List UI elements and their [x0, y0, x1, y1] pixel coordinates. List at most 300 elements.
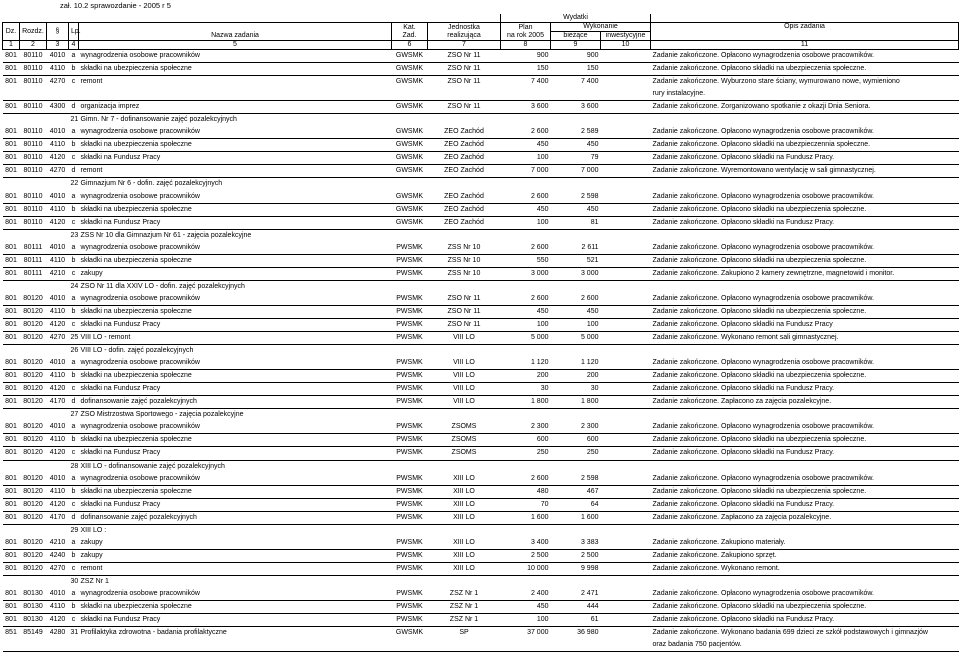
cell-lp: d [69, 165, 79, 178]
section-lp: 22 [70, 180, 79, 188]
cell-lp: a [69, 537, 79, 550]
cell-wykonanie-biezace: 79 [551, 152, 601, 165]
cell-paragraph: 4210 [47, 267, 69, 280]
cell-kat: GWSMK [392, 152, 428, 165]
cell-wykonanie-inwestycyjne [601, 549, 651, 562]
cell-nazwa: wynagrodzenia osobowe pracowników [79, 421, 392, 434]
cell-nazwa: składki na Fundusz Pracy [79, 383, 392, 396]
cell-paragraph: 4110 [47, 485, 69, 498]
cell-paragraph: 4120 [47, 614, 69, 627]
cell-lp: a [69, 473, 79, 486]
cell-jednostka: XIII LO [428, 549, 501, 562]
cell-jednostka: ZSS Nr 10 [428, 267, 501, 280]
empty-cell [3, 114, 20, 127]
cell-jednostka: ZEO Zachód [428, 165, 501, 178]
table-row [3, 357, 959, 370]
cell-jednostka: XIII LO [428, 498, 501, 511]
cell-opis: Zadanie zakończone. Opłacono składki na ubezpieczenia społeczne. [651, 203, 959, 216]
cell-dz: 801 [3, 332, 20, 345]
cell-paragraph: 4010 [47, 293, 69, 306]
cell-wykonanie-biezace: 2 300 [551, 421, 601, 434]
cell-nazwa: wynagrodzenia osobowe pracowników [79, 357, 392, 370]
cell-plan: 70 [501, 498, 551, 511]
cell-dz: 801 [3, 191, 20, 204]
empty-cell [392, 639, 428, 652]
cell-rozdz: 80111 [20, 242, 47, 255]
cell-kat: PWSMK [392, 242, 428, 255]
cell-wykonanie-inwestycyjne [601, 614, 651, 627]
cell-opis: Zadanie zakończone. Opłacono składki na Fundusz Pracy. [651, 498, 959, 511]
cell-jednostka: VIII LO [428, 383, 501, 396]
cell-wykonanie-inwestycyjne [601, 152, 651, 165]
cell-lp: b [69, 63, 79, 76]
cell-jednostka: VIII LO [428, 396, 501, 409]
cell-nazwa: wynagrodzenia osobowe pracowników [79, 588, 392, 601]
cell-wykonanie-biezace: 3 383 [551, 537, 601, 550]
empty-cell [69, 88, 79, 101]
cell-rozdz: 80110 [20, 216, 47, 229]
cell-wykonanie-biezace: 30 [551, 383, 601, 396]
cell-nazwa: składki na Fundusz Pracy [79, 152, 392, 165]
cell-paragraph: 4270 [47, 562, 69, 575]
cell-paragraph: 4010 [47, 191, 69, 204]
empty-cell [47, 229, 69, 242]
empty-cell [3, 460, 20, 473]
cell-dz: 801 [3, 293, 20, 306]
cell-nazwa: składki na ubezpieczenia społeczne [79, 203, 392, 216]
cell-rozdz: 80120 [20, 293, 47, 306]
cell-paragraph: 4210 [47, 537, 69, 550]
cell-opis: Zadanie zakończone. Opłacono wynagrodzenia osobowe pracowników. [651, 50, 959, 63]
cell-rozdz: 80110 [20, 191, 47, 204]
cell-opis: Zadanie zakończone. Zakupiono materiały. [651, 537, 959, 550]
empty-cell [392, 88, 428, 101]
cell-rozdz: 80111 [20, 254, 47, 267]
cell-plan: 3 400 [501, 537, 551, 550]
cell-paragraph: 4170 [47, 396, 69, 409]
table-row [3, 242, 959, 255]
cell-nazwa: VIII LO - remont [79, 332, 392, 345]
cell-plan: 100 [501, 216, 551, 229]
cell-plan: 200 [501, 370, 551, 383]
section-row [3, 409, 959, 422]
table-row [3, 203, 959, 216]
cell-dz: 801 [3, 152, 20, 165]
section-title: XIII LO : [80, 526, 107, 534]
table-row [3, 63, 959, 76]
cell-kat: PWSMK [392, 332, 428, 345]
cell-opis: Zadanie zakończone. Zapłacono za zajęcia pozalekcyjne. [651, 511, 959, 524]
cell-jednostka: ZSS Nr 10 [428, 254, 501, 267]
cell-plan: 550 [501, 254, 551, 267]
cell-rozdz: 80120 [20, 434, 47, 447]
header-lp: Lp. [69, 23, 79, 41]
cell-wykonanie-biezace: 7 400 [580, 78, 599, 86]
cell-dz: 851 [5, 629, 17, 637]
cell-jednostka: ZSZ Nr 1 [428, 614, 501, 627]
cell-paragraph: 4120 [47, 498, 69, 511]
cell-wykonanie-inwestycyjne [601, 50, 651, 63]
cell-opis: Zadanie zakończone. Opłacono składki na Fundusz Pracy. [651, 447, 959, 460]
cell-dz: 801 [3, 396, 20, 409]
cell-opis: Zadanie zakończone. Opłacono wynagrodzenia osobowe pracowników. [651, 421, 959, 434]
cell-plan: 2 600 [501, 473, 551, 486]
cell-kat: GWSMK [392, 139, 428, 152]
table-header [3, 14, 959, 50]
cell-nazwa: składki na ubezpieczenia społeczne [79, 63, 392, 76]
table-row [3, 396, 959, 409]
table-row [3, 293, 959, 306]
cell-lp: b [69, 370, 79, 383]
column-number: 5 [79, 41, 392, 50]
section-title: ZSS Nr 10 dla Gimnazjum Nr 61 - zajęcia pozalekcyjne [80, 231, 252, 239]
cell-dz: 801 [3, 537, 20, 550]
cell-jednostka: VIII LO [428, 357, 501, 370]
column-number: 10 [601, 41, 651, 50]
cell-rozdz: 80110 [20, 152, 47, 165]
cell-kat: PWSMK [392, 447, 428, 460]
cell-kat: PWSMK [392, 396, 428, 409]
cell-plan: 480 [501, 485, 551, 498]
cell-plan: 2 600 [501, 242, 551, 255]
column-number: 2 [20, 41, 47, 50]
cell-jednostka: ZEO Zachód [428, 152, 501, 165]
cell-lp: d [69, 511, 79, 524]
empty-cell [601, 639, 651, 652]
cell-nazwa: dofinansowanie zajęć pozalekcyjnych [79, 396, 392, 409]
cell-paragraph: 4300 [47, 101, 69, 114]
cell-rozdz: 80120 [20, 485, 47, 498]
cell-rozdz: 80120 [20, 562, 47, 575]
cell-lp: d [69, 396, 79, 409]
cell-lp: b [69, 139, 79, 152]
cell-kat: PWSMK [392, 267, 428, 280]
column-number: 8 [501, 41, 551, 50]
cell-wykonanie-biezace: 7 000 [551, 165, 601, 178]
cell-rozdz: 80120 [20, 537, 47, 550]
cell-wykonanie-inwestycyjne [601, 191, 651, 204]
cell-rozdz: 80120 [20, 549, 47, 562]
empty-cell [47, 280, 69, 293]
empty-cell [3, 639, 20, 652]
cell-rozdz: 80110 [20, 139, 47, 152]
cell-wykonanie-biezace: 444 [551, 601, 601, 614]
header-wydatki: Wydatki [501, 14, 651, 23]
empty-cell [20, 345, 47, 358]
cell-kat: PWSMK [392, 537, 428, 550]
cell-lp: a [69, 242, 79, 255]
cell-plan: 2 600 [501, 293, 551, 306]
table-row [3, 370, 959, 383]
cell-opis: Zadanie zakończone. Wyburzono stare ściany, wymurowano nowe, wymieniono [652, 78, 900, 86]
cell-lp: b [69, 601, 79, 614]
cell-wykonanie-biezace: 61 [551, 614, 601, 627]
cell-wykonanie-inwestycyjne [601, 101, 651, 114]
table-row [3, 421, 959, 434]
cell-wykonanie-inwestycyjne [601, 383, 651, 396]
cell-wykonanie-biezace: 1 600 [551, 511, 601, 524]
header-biezace: bieżące [551, 32, 601, 41]
cell-kat: GWSMK [392, 101, 428, 114]
cell-wykonanie-inwestycyjne [601, 627, 651, 640]
cell-wykonanie-biezace: 450 [551, 139, 601, 152]
cell-dz: 801 [3, 473, 20, 486]
cell-opis: Zadanie zakończone. Opłacono składki na Fundusz Pracy. [651, 152, 959, 165]
cell-paragraph: 4120 [47, 216, 69, 229]
cell-plan: 600 [501, 434, 551, 447]
cell-rozdz: 80110 [20, 203, 47, 216]
cell-lp: b [69, 203, 79, 216]
section-lp: 30 [70, 577, 79, 585]
cell-kat: GWSMK [392, 126, 428, 139]
cell-jednostka: ZSO Nr 11 [428, 293, 501, 306]
cell-lp: a [69, 588, 79, 601]
cell-nazwa: zakupy [79, 267, 392, 280]
cell-opis: Zadanie zakończone. Opłacono składki na ubezpieczenia społeczne. [651, 254, 959, 267]
cell-opis: Zadanie zakończone. Opłacono składki na ubezpieczenia społeczne. [651, 63, 959, 76]
table-row [3, 332, 959, 345]
cell-opis: Zadanie zakończone. Opłacono wynagrodzenia osobowe pracowników. [651, 357, 959, 370]
cell-dz: 801 [3, 318, 20, 331]
cell-opis: Zadanie zakończone. Opłacono składki na Fundusz Pracy [651, 318, 959, 331]
table-row [3, 434, 959, 447]
table-row [3, 318, 959, 331]
cell-dz: 801 [3, 485, 20, 498]
header-kat: Kat. Zad. [392, 23, 428, 41]
empty-cell [501, 88, 551, 101]
cell-wykonanie-inwestycyjne [601, 216, 651, 229]
cell-dz: 801 [3, 601, 20, 614]
cell-plan: 7 000 [501, 165, 551, 178]
table-row [3, 254, 959, 267]
cell-wykonanie-biezace: 200 [551, 370, 601, 383]
cell-lp: b [69, 254, 79, 267]
empty-cell [551, 88, 601, 101]
cell-opis: Zadanie zakończone. Wykonano remont sali gimnastycznej. [651, 332, 959, 345]
empty-cell [47, 639, 69, 652]
cell-wykonanie-biezace: 150 [551, 63, 601, 76]
cell-jednostka: VIII LO [428, 370, 501, 383]
cell-jednostka: ZSO Nr 11 [447, 78, 481, 86]
cell-wykonanie-biezace: 521 [551, 254, 601, 267]
cell-wykonanie-biezace: 1 120 [551, 357, 601, 370]
cell-lp: c [69, 318, 79, 331]
cell-nazwa: składki na Fundusz Pracy [79, 447, 392, 460]
cell-opis: Zadanie zakończone. Opłacono wynagrodzenia osobowe pracowników. [651, 588, 959, 601]
cell-paragraph: 4110 [47, 254, 69, 267]
cell-lp: a [69, 191, 79, 204]
empty-cell [47, 88, 69, 101]
cell-wykonanie-biezace: 900 [551, 50, 601, 63]
cell-plan: 450 [501, 203, 551, 216]
continuation-row [3, 639, 959, 652]
empty-cell [551, 639, 601, 652]
cell-lp: b [69, 485, 79, 498]
cell-lp: b [69, 549, 79, 562]
cell-lp: d [69, 101, 79, 114]
cell-paragraph: 4010 [47, 242, 69, 255]
cell-opis: Zadanie zakończone. Zapłacono za zajęcia pozalekcyjne. [651, 396, 959, 409]
cell-lp: c [69, 152, 79, 165]
cell-rozdz: 80120 [20, 332, 47, 345]
column-number: 3 [47, 41, 69, 50]
empty-cell [428, 639, 501, 652]
section-title: Gimnazjum Nr 6 - dofin. zajęć pozalekcyjnych [80, 180, 223, 188]
cell-nazwa: dofinansowanie zajęć pozalekcyjnych [79, 511, 392, 524]
cell-lp: c [69, 383, 79, 396]
empty-cell [3, 280, 20, 293]
table-row [3, 76, 959, 89]
cell-rozdz: 80120 [20, 383, 47, 396]
section-lp: 23 [70, 231, 79, 239]
cell-plan: 100 [501, 614, 551, 627]
cell-wykonanie-inwestycyjne [601, 63, 651, 76]
cell-dz: 801 [3, 139, 20, 152]
cell-nazwa: składki na ubezpieczenia społeczne [79, 139, 392, 152]
table-row [3, 614, 959, 627]
cell-jednostka: ZSOMS [428, 447, 501, 460]
cell-wykonanie-inwestycyjne [601, 126, 651, 139]
cell-dz: 801 [3, 126, 20, 139]
empty-cell [3, 345, 20, 358]
cell-lp: c [69, 267, 79, 280]
cell-nazwa: składki na ubezpieczenia społeczne [79, 601, 392, 614]
section-row [3, 114, 959, 127]
cell-kat: PWSMK [392, 293, 428, 306]
cell-nazwa: remont [80, 78, 103, 86]
cell-kat: GWSMK [395, 78, 424, 86]
section-title: VIII LO - dofin. zajęć pozalekcyjnych [80, 347, 194, 355]
cell-jednostka: ZSZ Nr 1 [428, 601, 501, 614]
cell-paragraph: 4240 [47, 549, 69, 562]
cell-dz: 801 [3, 242, 20, 255]
cell-jednostka: XIII LO [428, 473, 501, 486]
cell-rozdz: 80130 [20, 588, 47, 601]
cell-jednostka: ZSO Nr 11 [428, 101, 501, 114]
cell-plan: 1 600 [501, 511, 551, 524]
cell-paragraph: 4110 [47, 63, 69, 76]
cell-lp: c [69, 216, 79, 229]
cell-wykonanie-biezace: 2 600 [551, 293, 601, 306]
header-plan: Plan na rok 2005 [501, 23, 551, 41]
cell-wykonanie-inwestycyjne [601, 421, 651, 434]
cell-nazwa: składki na ubezpieczenia społeczne [79, 434, 392, 447]
table-row [3, 601, 959, 614]
cell-plan: 3 600 [501, 101, 551, 114]
cell-rozdz: 80120 [20, 318, 47, 331]
cell-wykonanie-inwestycyjne [601, 139, 651, 152]
table-row [3, 447, 959, 460]
cell-opis: Zadanie zakończone. Opłacono składki na ubezpieczenia społeczne. [651, 485, 959, 498]
cell-jednostka: ZEO Zachód [428, 216, 501, 229]
cell-jednostka: XIII LO [428, 511, 501, 524]
cell-wykonanie-inwestycyjne [601, 293, 651, 306]
cell-jednostka: ZEO Zachód [428, 191, 501, 204]
cell-lp: c [69, 562, 79, 575]
cell-rozdz: 80120 [20, 498, 47, 511]
section-row [3, 575, 959, 588]
cell-rozdz: 80120 [20, 421, 47, 434]
cell-wykonanie-inwestycyjne [601, 242, 651, 255]
cell-paragraph: 4120 [47, 318, 69, 331]
cell-wykonanie-biezace: 5 000 [551, 332, 601, 345]
cell-nazwa: wynagrodzenia osobowe pracowników [79, 473, 392, 486]
cell-rozdz: 80130 [20, 601, 47, 614]
cell-dz: 801 [3, 447, 20, 460]
header-column-numbers [3, 41, 959, 50]
cell-kat: GWSMK [392, 191, 428, 204]
cell-plan: 250 [501, 447, 551, 460]
cell-jednostka: SP [459, 629, 469, 637]
cell-plan: 450 [501, 139, 551, 152]
empty-cell [20, 178, 47, 191]
empty-cell [20, 280, 47, 293]
cell-wykonanie-inwestycyjne [601, 588, 651, 601]
cell-wykonanie-inwestycyjne [601, 562, 651, 575]
cell-wykonanie-inwestycyjne [601, 332, 651, 345]
column-number: 6 [392, 41, 428, 50]
section-lp: 21 [70, 116, 79, 124]
cell-opis: Zadanie zakończone. Zakupiono sprzęt. [651, 549, 959, 562]
section-lp: 26 [70, 347, 79, 355]
empty-cell [3, 229, 20, 242]
cell-jednostka: ZSO Nr 11 [428, 318, 501, 331]
cell-wykonanie-inwestycyjne [601, 318, 651, 331]
cell-nazwa: składki na Fundusz Pracy [79, 498, 392, 511]
table-row [3, 139, 959, 152]
empty-cell [79, 88, 392, 101]
cell-rozdz: 80120 [20, 473, 47, 486]
cell-rozdz: 80110 [20, 50, 47, 63]
header-paragraph: § [47, 23, 69, 41]
section-row [3, 524, 959, 537]
budget-table [2, 14, 959, 652]
cell-plan: 37 000 [527, 629, 549, 637]
cell-kat: GWSMK [392, 165, 428, 178]
cell-jednostka: ZSO Nr 11 [428, 305, 501, 318]
cell-kat: PWSMK [392, 370, 428, 383]
cell-kat: GWSMK [392, 50, 428, 63]
cell-kat: PWSMK [392, 588, 428, 601]
cell-jednostka: ZSO Nr 11 [428, 50, 501, 63]
cell-paragraph: 4010 [47, 421, 69, 434]
cell-paragraph: 4010 [47, 50, 69, 63]
empty-cell [428, 88, 501, 101]
table-row [3, 191, 959, 204]
section-lp: 29 [70, 526, 79, 534]
cell-lp: a [69, 50, 79, 63]
cell-dz: 801 [3, 588, 20, 601]
cell-rozdz: 80111 [20, 267, 47, 280]
cell-dz: 801 [3, 267, 20, 280]
empty-cell [47, 460, 69, 473]
cell-wykonanie-inwestycyjne [601, 76, 651, 89]
empty-cell [20, 639, 47, 652]
cell-nazwa: składki na Fundusz Pracy [79, 318, 392, 331]
cell-wykonanie-inwestycyjne [601, 254, 651, 267]
cell-plan: 2 600 [501, 191, 551, 204]
cell-lp: b [69, 434, 79, 447]
cell-kat: GWSMK [392, 63, 428, 76]
column-number: 4 [69, 41, 79, 50]
table-row [3, 267, 959, 280]
cell-opis: Zadanie zakończone. Opłacono składki na Fundusz Pracy. [651, 614, 959, 627]
table-row [3, 511, 959, 524]
cell-opis: Zadanie zakończone. Opłacono wynagrodzenia osobowe pracowników. [651, 473, 959, 486]
cell-paragraph: 4270 [47, 165, 69, 178]
cell-paragraph: 4110 [47, 203, 69, 216]
cell-kat: PWSMK [392, 383, 428, 396]
